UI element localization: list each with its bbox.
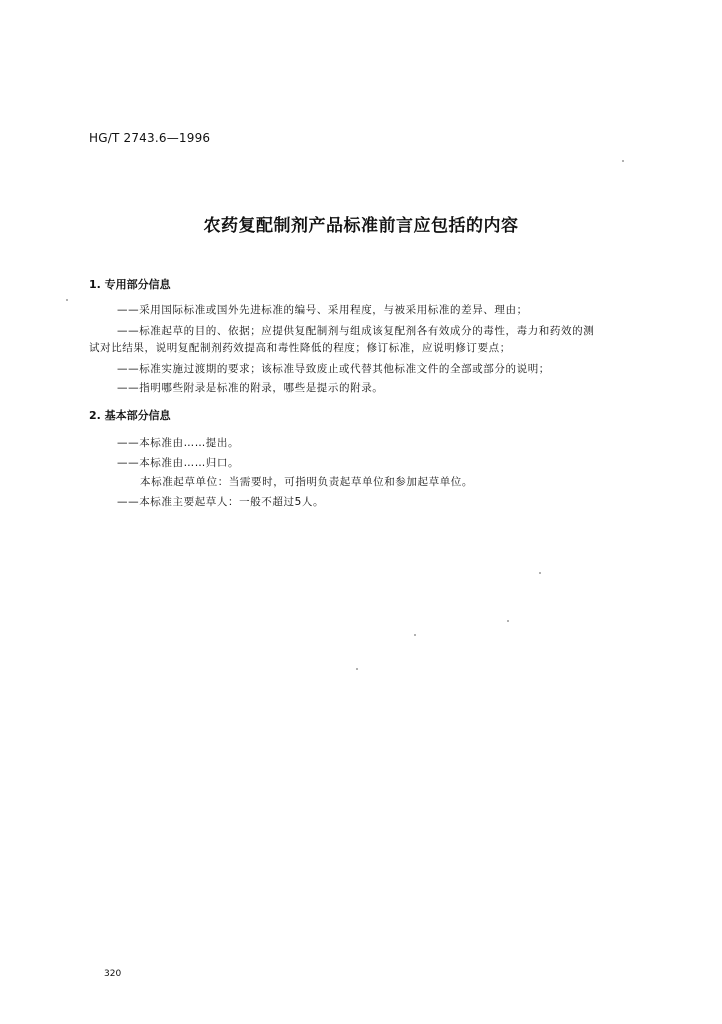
section-1-line: ——标准起草的目的、依据；应提供复配制剂与组成该复配剂各有效成分的毒性，毒力和药效的测 <box>117 325 595 337</box>
section-1-line: ——标准实施过渡期的要求；该标准导致废止或代替其他标准文件的全部或部分的说明； <box>117 363 550 375</box>
section-2-line: 本标准起草单位：当需要时，可指明负责起草单位和参加起草单位。 <box>140 476 473 488</box>
standard-code: HG/T 2743.6—1996 <box>89 131 211 145</box>
document-title: 农药复配制剂产品标准前言应包括的内容 <box>203 216 519 236</box>
scan-speck <box>539 572 541 574</box>
section-2-line: ——本标准主要起草人：一般不超过5人。 <box>117 496 325 508</box>
scan-speck <box>622 160 624 162</box>
section-2-heading: 2. 基本部分信息 <box>89 409 171 422</box>
scan-speck <box>414 634 416 636</box>
page-number: 320 <box>104 969 122 979</box>
scan-speck <box>66 299 68 301</box>
scan-speck <box>507 620 509 622</box>
section-1-line-continued: 试对比结果，说明复配制剂药效提高和毒性降低的程度；修订标准，应说明修订要点； <box>89 342 511 354</box>
section-2-line: ——本标准由……归口。 <box>117 457 240 469</box>
scan-speck <box>356 668 358 670</box>
section-1-line: ——指明哪些附录是标准的附录，哪些是提示的附录。 <box>117 382 384 394</box>
section-1-line: ——采用国际标准或国外先进标准的编号、采用程度，与被采用标准的差异、理由； <box>117 304 528 316</box>
section-1-heading: 1. 专用部分信息 <box>89 278 171 291</box>
section-2-line: ——本标准由……提出。 <box>117 437 240 449</box>
